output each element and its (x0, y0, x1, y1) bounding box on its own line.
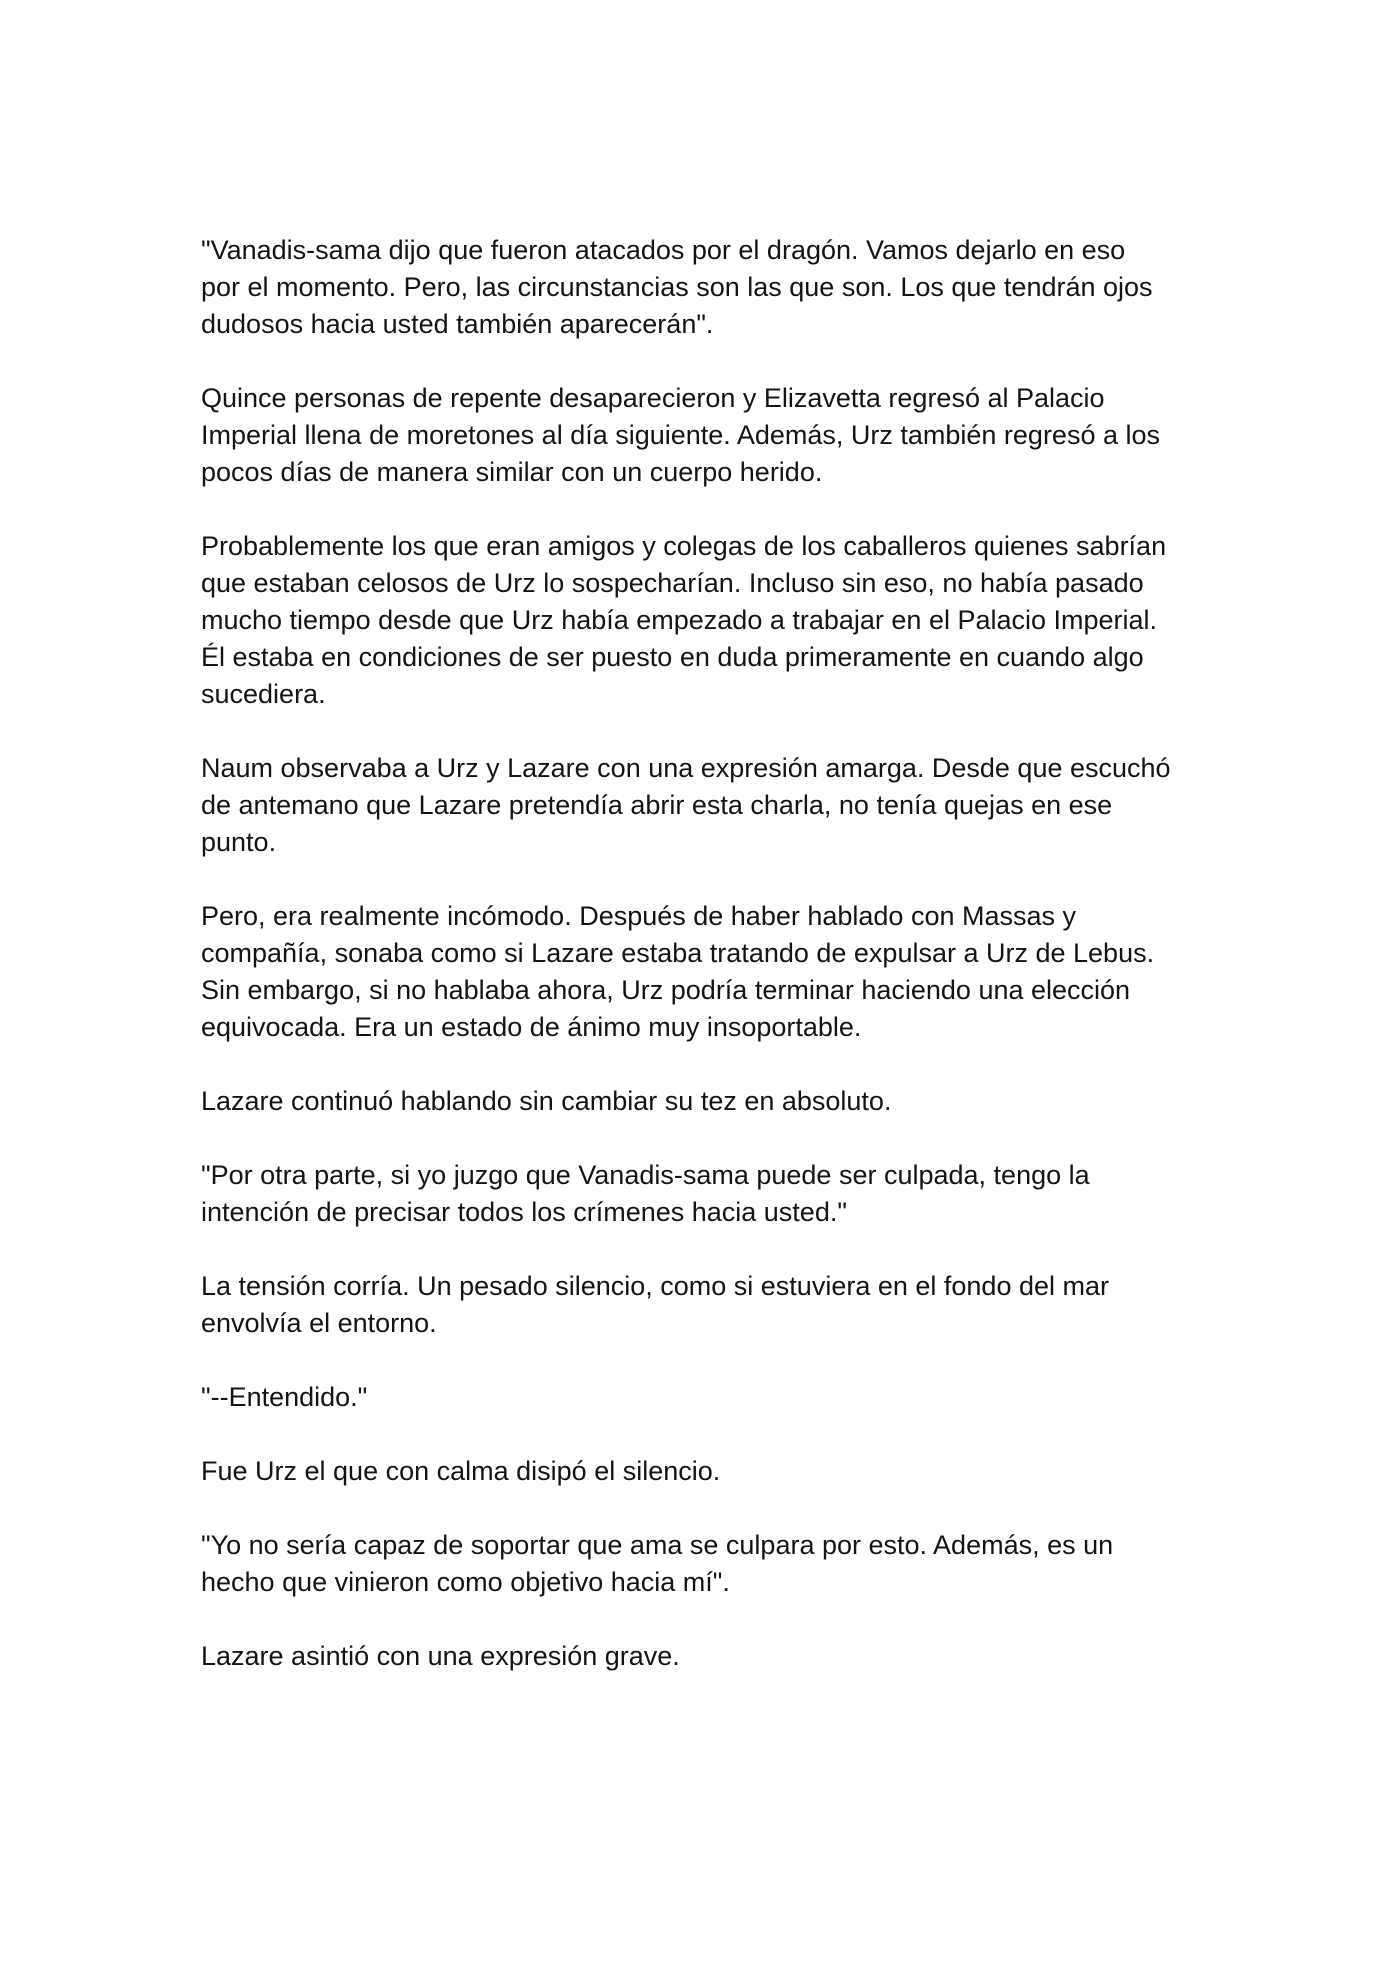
document-body (201, 232, 1201, 1712)
paragraph: "Yo no sería capaz de soportar que ama se culpara por esto. Además, es un hecho que vinieron como objetivo hacia mí". (201, 1530, 1114, 1597)
paragraph: Lazare asintió con una expresión grave. (201, 1641, 680, 1671)
paragraph: "--Entendido." (201, 1382, 368, 1412)
paragraph: "Por otra parte, si yo juzgo que Vanadis-sama puede ser culpada, tengo la intención de precisar todos los crímenes hacia usted." (201, 1160, 1090, 1227)
paragraph: La tensión corría. Un pesado silencio, como si estuviera en el fondo del mar envolvía el entorno. (201, 1271, 1109, 1338)
paragraph: Lazare continuó hablando sin cambiar su tez en absoluto. (201, 1086, 892, 1116)
paragraph: Probablemente los que eran amigos y colegas de los caballeros quienes sabrían que estaban celosos de Urz lo sospecharían. Incluso sin eso, no había pasado mucho tiempo desde que Urz había empezado a trabajar en el Palacio Imperial. Él estaba en condiciones de ser puesto en duda primeramente en cuando algo sucediera. (201, 531, 1167, 709)
paragraph: Naum observaba a Urz y Lazare con una expresión amarga. Desde que escuchó de antemano que Lazare pretendía abrir esta charla, no tenía quejas en ese punto. (201, 753, 1171, 857)
paragraph: Fue Urz el que con calma disipó el silencio. (201, 1456, 721, 1486)
paragraph: Pero, era realmente incómodo. Después de haber hablado con Massas y compañía, sonaba como si Lazare estaba tratando de expulsar a Urz de Lebus. Sin embargo, si no hablaba ahora, Urz podría terminar haciendo una elección equivocada. Era un estado de ánimo muy insoportable. (201, 901, 1155, 1042)
paragraph: "Vanadis-sama dijo que fueron atacados por el dragón. Vamos dejarlo en eso por el momento. Pero, las circunstancias son las que son. Los que tendrán ojos dudosos hacia usted también aparecerán". (201, 235, 1153, 339)
paragraph: Quince personas de repente desaparecieron y Elizavetta regresó al Palacio Imperial llena de moretones al día siguiente. Además, Urz también regresó a los pocos días de manera similar con un cuerpo herido. (201, 383, 1161, 487)
